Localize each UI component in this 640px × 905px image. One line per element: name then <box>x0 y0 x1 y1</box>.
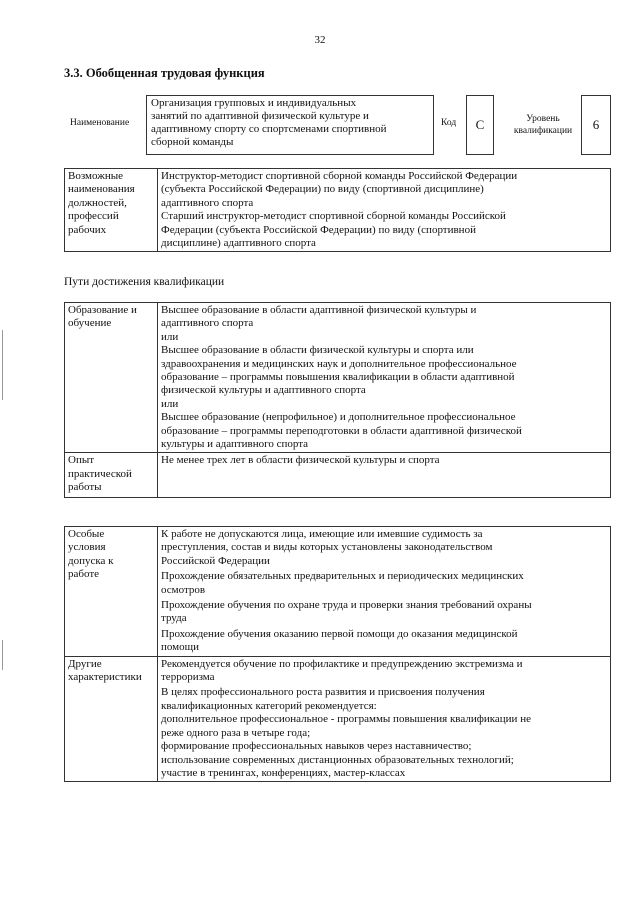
value-line: культуры и адаптивного спорта <box>161 438 309 451</box>
label-line: обучение <box>68 317 112 330</box>
function-name-line: адаптивному спорту со спортсменами спортивной <box>151 123 387 135</box>
value-line: помощи <box>161 641 199 654</box>
level-value: 6 <box>592 117 600 132</box>
other-label-cell <box>65 656 158 782</box>
label-line: Опыт <box>68 454 95 467</box>
label-line: должностей, <box>68 196 127 209</box>
value-line: Старший инструктор-методист спортивной сборной команды Российской <box>161 210 506 223</box>
other-value-cell <box>158 656 611 782</box>
function-name-line: сборной команды <box>151 136 234 148</box>
value-line: Не менее трех лет в области физической культуры и спорта <box>161 454 440 467</box>
experience-label-cell <box>65 453 158 498</box>
label-line: практической <box>68 467 132 480</box>
function-name-box <box>146 95 434 155</box>
value-line: Прохождение обучения по охране труда и проверки знания требований охраны <box>161 599 532 612</box>
value-line: осмотров <box>161 583 206 596</box>
value-line: Прохождение обучения оказанию первой помощи до оказания медицинской <box>161 627 518 640</box>
conditions-value-cell <box>158 527 611 657</box>
value-line: Высшее образование в области физической культуры и спорта или <box>161 344 474 357</box>
value-line: Инструктор-методист спортивной сборной команды Российской Федерации <box>161 170 518 182</box>
value-line: преступления, состав и виды которых установлены законодательством <box>161 541 493 554</box>
value-line: В целях профессионального роста развития и присвоения получения <box>161 686 485 699</box>
label-line: Особые <box>68 528 105 540</box>
value-line: дисциплине) адаптивного спорта <box>161 237 316 250</box>
value-line: участие в тренингах, конференциях, мастер-классах <box>161 766 406 779</box>
label-line: характеристики <box>68 671 142 684</box>
value-line: адаптивного спорта <box>161 317 254 330</box>
value-line: (субъекта Российской Федерации) по виду (спортивной дисциплине) <box>161 183 484 196</box>
level-label-line: Уровень <box>526 114 560 124</box>
code-value-box <box>466 95 494 155</box>
label-line: работы <box>68 481 102 494</box>
paths-title: Пути достижения квалификации <box>64 276 225 288</box>
value-line: Прохождение обязательных предварительных и периодических медицинских <box>161 570 524 583</box>
function-name-line: Организация групповых и индивидуальных <box>151 97 357 109</box>
value-line: формирование профессиональных навыков через наставничество; <box>161 740 472 753</box>
conditions-table <box>64 526 611 782</box>
value-line: физической культуры и адаптивного спорта <box>161 384 366 397</box>
level-value-box <box>581 95 611 155</box>
value-line: К работе не допускаются лица, имеющие или имевшие судимость за <box>161 528 483 540</box>
value-line: дополнительное профессиональное - программы повышения квалификации не <box>161 713 531 726</box>
conditions-label-cell <box>65 527 158 657</box>
label-line: Образование и <box>68 304 137 316</box>
value-line: здравоохранения и медицинских наук и дополнительное профессиональное <box>161 357 517 370</box>
positions-table <box>64 168 611 252</box>
education-value-cell <box>158 303 611 453</box>
scan-edge-mark <box>2 330 3 400</box>
value-line: Высшее образование (непрофильное) и дополнительное профессиональное <box>161 411 516 424</box>
label-line: условия <box>68 541 106 554</box>
label-line: наименования <box>68 183 135 196</box>
label-line: профессий <box>68 210 119 223</box>
section-title: 3.3. Обобщенная трудовая функция <box>64 66 265 80</box>
value-line: реже одного раза в четыре года; <box>161 726 311 739</box>
value-line: или <box>161 397 179 410</box>
code-value: С <box>475 117 485 132</box>
value-line: Федерации (субъекта Российской Федерации) по виду (спортивной <box>161 223 476 236</box>
value-line: терроризма <box>161 671 215 684</box>
education-label-cell <box>65 303 158 453</box>
scan-edge-mark <box>2 640 3 670</box>
value-line: адаптивного спорта <box>161 196 254 209</box>
value-line: или <box>161 330 179 343</box>
education-table <box>64 302 611 498</box>
value-line: Российской Федерации <box>161 554 270 567</box>
label-line: допуска к <box>68 554 114 567</box>
value-line: квалификационных категорий рекомендуется: <box>161 699 377 712</box>
value-line: использование современных дистанционных образовательных технологий; <box>161 753 514 766</box>
positions-label-cell <box>65 169 158 252</box>
value-line: образование – программы повышения квалификации в области адаптивной <box>161 371 515 384</box>
label-line: рабочих <box>68 223 107 236</box>
value-line: Рекомендуется обучение по профилактике и предупреждению экстремизма и <box>161 657 523 670</box>
value-line: Высшее образование в области адаптивной физической культуры и <box>161 304 477 316</box>
experience-value-cell <box>158 453 611 498</box>
function-name-line: занятий по адаптивной физической культуре и <box>151 110 369 122</box>
code-label: Код <box>441 118 457 128</box>
page-number: 32 <box>314 34 326 46</box>
value-line: образование – программы переподготовки в области адаптивной физической <box>161 424 522 437</box>
label-line: Возможные <box>68 170 123 182</box>
name-label: Наименование <box>70 118 130 128</box>
positions-value-cell <box>158 169 611 252</box>
label-line: Другие <box>68 657 102 670</box>
level-label-line: квалификации <box>513 126 573 136</box>
label-line: работе <box>68 568 100 581</box>
level-label <box>508 113 578 137</box>
value-line: труда <box>161 612 187 625</box>
